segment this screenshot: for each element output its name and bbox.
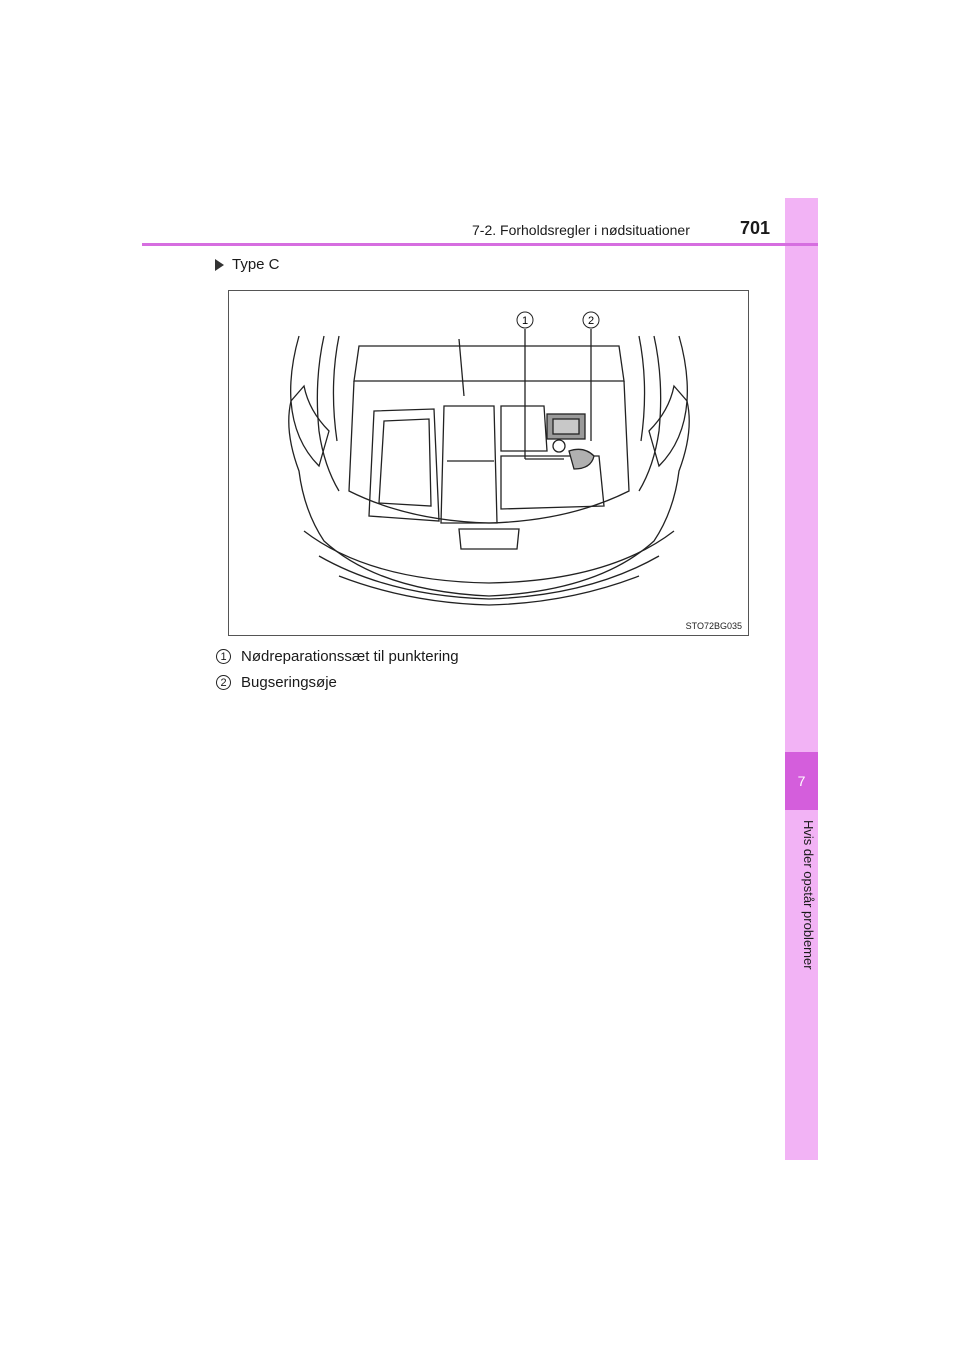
legend-item-1: [216, 648, 459, 665]
trunk-illustration: [228, 290, 749, 636]
header-rule: [142, 243, 818, 246]
type-label: [215, 256, 280, 273]
legend-text: Nødreparationssæt til punktering: [241, 648, 459, 665]
callout-2: 2: [587, 315, 595, 327]
callout-1: 1: [521, 315, 529, 327]
car-trunk-drawing: [229, 291, 748, 635]
side-tab: [785, 198, 818, 1160]
legend-item-2: [216, 674, 337, 691]
section-title: 7-2. Forholdsregler i nødsituationer: [472, 222, 690, 238]
figure-code: STO72BG035: [685, 621, 742, 631]
chapter-title: Hvis der opstår problemer: [801, 820, 816, 970]
legend-number: 1: [216, 649, 231, 664]
chapter-box: [785, 752, 818, 810]
legend-number: 2: [216, 675, 231, 690]
triangle-bullet-icon: [215, 259, 224, 271]
legend-text: Bugseringsøje: [241, 674, 337, 691]
type-label-text: Type C: [232, 256, 280, 273]
chapter-number: 7: [797, 773, 806, 789]
page-number: 701: [740, 218, 771, 238]
